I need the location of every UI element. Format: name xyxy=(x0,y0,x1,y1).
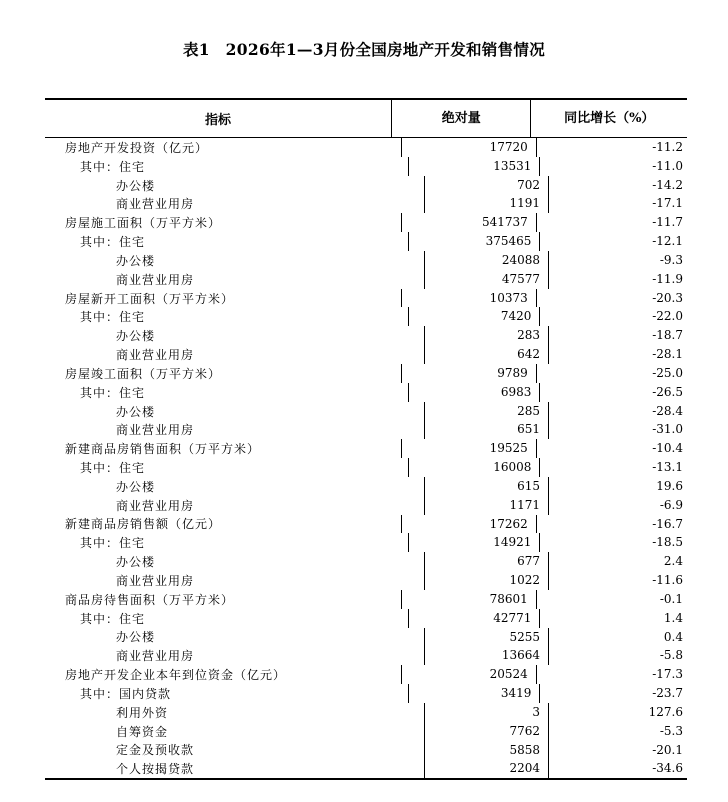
row-absolute-value: 1191 xyxy=(424,194,548,213)
table-row xyxy=(45,477,687,496)
row-indicator: 商业营业用房 xyxy=(116,498,195,513)
row-absolute-value: 19525 xyxy=(401,439,536,458)
table-row xyxy=(45,194,687,213)
table-row xyxy=(45,345,687,364)
row-indicator: 商业营业用房 xyxy=(116,272,195,287)
row-growth-value: -28.1 xyxy=(548,345,687,364)
row-growth-value: -6.9 xyxy=(548,496,687,515)
row-indicator: 办公楼 xyxy=(116,253,156,268)
row-growth-value: -11.6 xyxy=(548,571,687,590)
header-absolute: 绝对量 xyxy=(391,100,531,137)
row-indicator: 新建商品房销售面积（万平方米） xyxy=(65,442,261,457)
table-header xyxy=(45,100,687,138)
row-growth-value: -18.5 xyxy=(539,533,687,552)
row-indicator: 其中：住宅 xyxy=(80,235,146,250)
row-growth-value: -9.3 xyxy=(548,251,687,270)
row-absolute-value: 13531 xyxy=(408,157,540,176)
row-indicator: 办公楼 xyxy=(116,404,156,419)
row-absolute-value: 5255 xyxy=(424,628,548,647)
table-row xyxy=(45,741,687,760)
row-indicator: 办公楼 xyxy=(116,555,156,570)
row-growth-value: -28.4 xyxy=(548,402,687,421)
row-growth-value: 127.6 xyxy=(548,703,687,722)
row-growth-value: 0.4 xyxy=(548,628,687,647)
table-row xyxy=(45,383,687,402)
row-indicator: 定金及预收款 xyxy=(116,743,195,758)
row-indicator: 其中：住宅 xyxy=(80,460,146,475)
row-absolute-value: 47577 xyxy=(424,270,548,289)
row-indicator: 其中：国内贷款 xyxy=(80,686,172,701)
row-absolute-value: 9789 xyxy=(401,364,536,383)
row-absolute-value: 283 xyxy=(424,326,548,345)
table-row xyxy=(45,722,687,741)
row-growth-value: -20.3 xyxy=(536,289,687,308)
row-indicator: 商业营业用房 xyxy=(116,423,195,438)
row-indicator: 办公楼 xyxy=(116,630,156,645)
row-growth-value: -5.8 xyxy=(548,646,687,665)
row-growth-value: -5.3 xyxy=(548,722,687,741)
row-indicator: 其中：住宅 xyxy=(80,310,146,325)
table-row xyxy=(45,646,687,665)
row-indicator: 其中：住宅 xyxy=(80,159,146,174)
row-growth-value: -22.0 xyxy=(539,307,687,326)
table-row xyxy=(45,402,687,421)
row-indicator: 房地产开发企业本年到位资金（亿元） xyxy=(65,668,287,683)
row-indicator: 办公楼 xyxy=(116,178,156,193)
row-absolute-value: 5858 xyxy=(424,741,548,760)
row-indicator: 办公楼 xyxy=(116,479,156,494)
table-row xyxy=(45,571,687,590)
table-row xyxy=(45,759,687,778)
row-growth-value: 1.4 xyxy=(539,609,687,628)
row-indicator: 办公楼 xyxy=(116,329,156,344)
row-growth-value: -11.7 xyxy=(536,213,687,232)
row-absolute-value: 13664 xyxy=(424,646,548,665)
row-absolute-value: 615 xyxy=(424,477,548,496)
table-row xyxy=(45,213,687,232)
table-row xyxy=(45,439,687,458)
row-absolute-value: 285 xyxy=(424,402,548,421)
row-growth-value: 19.6 xyxy=(548,477,687,496)
table-row xyxy=(45,326,687,345)
row-growth-value: -11.0 xyxy=(539,157,687,176)
row-absolute-value: 2204 xyxy=(424,759,548,778)
row-growth-value: -14.2 xyxy=(548,176,687,195)
row-absolute-value: 6983 xyxy=(408,383,540,402)
row-growth-value: -26.5 xyxy=(539,383,687,402)
row-growth-value: -17.3 xyxy=(536,665,687,684)
row-growth-value: -16.7 xyxy=(536,515,687,534)
row-indicator: 房地产开发投资（亿元） xyxy=(65,140,209,155)
row-growth-value: -12.1 xyxy=(539,232,687,251)
row-absolute-value: 3 xyxy=(424,703,548,722)
row-absolute-value: 375465 xyxy=(408,232,540,251)
row-growth-value: -34.6 xyxy=(548,759,687,778)
row-absolute-value: 7420 xyxy=(408,307,540,326)
row-indicator: 商品房待售面积（万平方米） xyxy=(65,592,235,607)
table-title: 表1 2026年1—3月份全国房地产开发和销售情况 xyxy=(183,40,545,59)
row-absolute-value: 702 xyxy=(424,176,548,195)
table-row xyxy=(45,232,687,251)
row-indicator: 自筹资金 xyxy=(116,724,169,739)
row-absolute-value: 10373 xyxy=(401,289,536,308)
table-row xyxy=(45,289,687,308)
header-indicator: 指标 xyxy=(204,113,231,128)
row-indicator: 商业营业用房 xyxy=(116,649,195,664)
header-growth: 同比增长（%） xyxy=(530,100,687,137)
row-growth-value: 2.4 xyxy=(548,552,687,571)
row-absolute-value: 3419 xyxy=(408,684,540,703)
row-absolute-value: 20524 xyxy=(401,665,536,684)
row-indicator: 房屋施工面积（万平方米） xyxy=(65,216,222,231)
table-row xyxy=(45,552,687,571)
table-row xyxy=(45,533,687,552)
row-indicator: 房屋新开工面积（万平方米） xyxy=(65,291,235,306)
row-absolute-value: 7762 xyxy=(424,722,548,741)
row-indicator: 利用外资 xyxy=(116,705,169,720)
row-absolute-value: 1171 xyxy=(424,496,548,515)
row-absolute-value: 16008 xyxy=(408,458,540,477)
row-absolute-value: 78601 xyxy=(401,590,536,609)
row-indicator: 其中：住宅 xyxy=(80,385,146,400)
row-growth-value: -0.1 xyxy=(536,590,687,609)
table-row xyxy=(45,307,687,326)
row-indicator: 商业营业用房 xyxy=(116,573,195,588)
table-row xyxy=(45,420,687,439)
row-absolute-value: 17262 xyxy=(401,515,536,534)
row-absolute-value: 42771 xyxy=(408,609,540,628)
table-row xyxy=(45,176,687,195)
row-absolute-value: 677 xyxy=(424,552,548,571)
row-growth-value: -18.7 xyxy=(548,326,687,345)
table-row xyxy=(45,590,687,609)
table-row xyxy=(45,665,687,684)
table-row xyxy=(45,138,687,157)
row-growth-value: -17.1 xyxy=(548,194,687,213)
row-absolute-value: 17720 xyxy=(401,138,536,157)
row-indicator: 新建商品房销售额（亿元） xyxy=(65,517,222,532)
row-absolute-value: 642 xyxy=(424,345,548,364)
row-growth-value: -31.0 xyxy=(548,420,687,439)
row-indicator: 个人按揭贷款 xyxy=(116,762,195,777)
row-growth-value: -23.7 xyxy=(539,684,687,703)
table-row xyxy=(45,703,687,722)
row-growth-value: -11.9 xyxy=(548,270,687,289)
table-row xyxy=(45,628,687,647)
row-growth-value: -10.4 xyxy=(536,439,687,458)
row-indicator: 其中：住宅 xyxy=(80,611,146,626)
row-indicator: 商业营业用房 xyxy=(116,348,195,363)
row-growth-value: -20.1 xyxy=(548,741,687,760)
table-row xyxy=(45,684,687,703)
table-row xyxy=(45,251,687,270)
row-absolute-value: 24088 xyxy=(424,251,548,270)
row-indicator: 商业营业用房 xyxy=(116,197,195,212)
row-indicator: 其中：住宅 xyxy=(80,536,146,551)
table-body xyxy=(45,138,687,778)
table-row xyxy=(45,609,687,628)
row-absolute-value: 541737 xyxy=(401,213,536,232)
row-growth-value: -13.1 xyxy=(539,458,687,477)
table-row xyxy=(45,270,687,289)
data-table xyxy=(45,98,687,780)
row-absolute-value: 651 xyxy=(424,420,548,439)
table-row xyxy=(45,364,687,383)
table-row xyxy=(45,496,687,515)
row-absolute-value: 1022 xyxy=(424,571,548,590)
table-row xyxy=(45,458,687,477)
row-indicator: 房屋竣工面积（万平方米） xyxy=(65,366,222,381)
table-row xyxy=(45,157,687,176)
row-absolute-value: 14921 xyxy=(408,533,540,552)
row-growth-value: -11.2 xyxy=(536,138,687,157)
row-growth-value: -25.0 xyxy=(536,364,687,383)
table-row xyxy=(45,515,687,534)
